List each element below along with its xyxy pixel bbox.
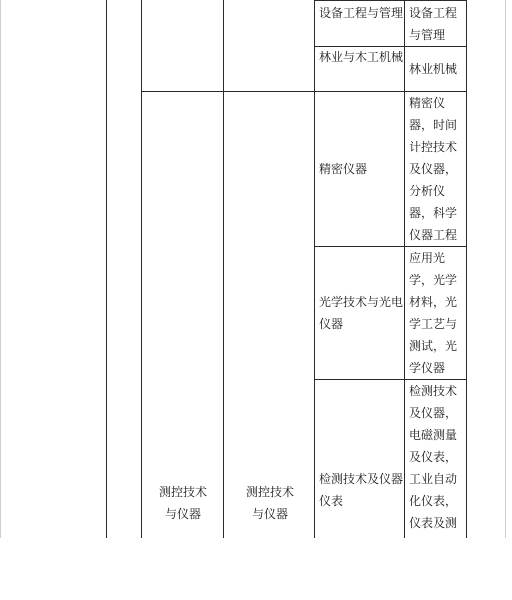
cell-major-detection-technology: 检测技术及仪器仪表 [319,472,403,508]
col-divider-1 [106,0,107,538]
cell-original-equipment-engineering: 设备工程与管理 [409,6,458,42]
cell-original-detection-technology: 检测技术及仪器，电磁测量及仪表，工业自动化仪表，仪表及测 [409,384,458,530]
col-divider-6 [466,0,467,538]
right-border-line [505,0,506,538]
col-divider-5 [404,0,405,538]
cell-major-precision-instruments: 精密仪器 [319,162,368,176]
cell-original-forestry-machinery: 林业机械 [409,62,458,76]
cell-major-forestry-machinery: 林业与木工机械 [319,50,403,64]
cell-discipline-measurement-control: 测控技术与仪器 [158,485,207,521]
cell-major-optical-technology: 光学技术与光电仪器 [319,295,403,331]
cell-major-equipment-engineering: 设备工程与管理 [319,6,403,20]
left-border-line [0,0,1,538]
col-divider-2 [141,0,142,538]
cell-major-measurement-control: 测控技术与仪器 [245,485,294,521]
col-divider-4 [314,0,315,538]
row-divider-top [314,0,467,1]
cell-original-optical-technology: 应用光学，光学材料，光学工艺与测试，光学仪器 [409,251,458,375]
col-divider-3 [223,0,224,538]
cell-original-precision-instruments: 精密仪器，时间计控技术及仪器，分析仪器，科学仪器工程 [409,96,458,242]
